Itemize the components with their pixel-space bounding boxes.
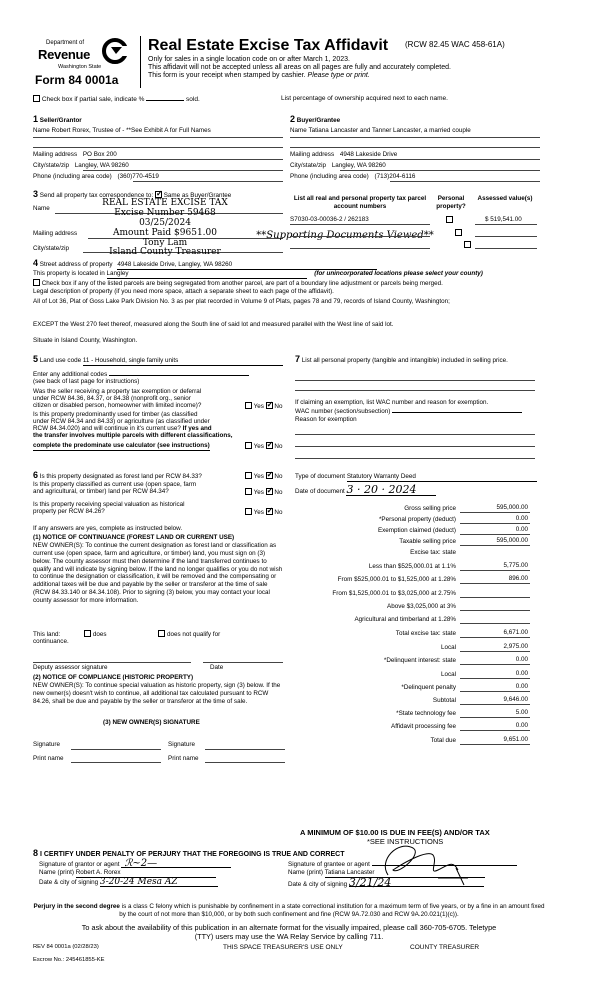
tax-row-value[interactable]: 0.00	[460, 670, 530, 679]
alternate-format-line-2: (TTY) users may use the WA Relay Service by calling 711.	[194, 932, 384, 941]
location-field[interactable]: Langley	[107, 270, 307, 279]
tax-row-value[interactable]: 595,000.00	[460, 504, 530, 513]
wac-number-field[interactable]	[392, 407, 522, 413]
buyer-mailing-field[interactable]: 4948 Lakeside Drive	[339, 151, 398, 158]
section-1-seller: 1 Seller/Grantor Name Robert Rorex, Trustee of - **See Exhibit A for Full Names Mailing address PO Box 200 City/state/zip Langley, WA 98260 Phone (including area code) (360)770-4519	[33, 114, 281, 194]
section-8-certification: 8 I CERTIFY UNDER PENALTY OF PERJURY THAT THE FOREGOING IS TRUE AND CORRECT Signature of grantor or agent ℛ~2— Name (print) Robert A. Rorex Date & city of signing 3-20-24 Mesa AZ Signature of grantee or agent Name (print) Tatiana Lancaster Date & city of signing 3/21/24	[33, 848, 543, 898]
tax-row	[290, 642, 530, 652]
tax-row	[290, 655, 530, 665]
tax-row-label: Less than $525,000.01 at 1.1%	[368, 563, 456, 571]
property-address-field[interactable]: 4948 Lakeside Drive, Langley, WA 98260	[117, 261, 377, 270]
tax-row	[290, 682, 530, 692]
legal-description-line-3[interactable]: Situate in Island County, Washington.	[33, 337, 138, 344]
tax-row	[290, 525, 530, 535]
partial-sale-row: Check box if partial sale, indicate % sold. List percentage of ownership acquired next to each name.	[33, 95, 573, 105]
tax-row-label: Gross selling price	[404, 505, 456, 513]
section-3-tax-correspondence: 3 Send all property tax correspondence to: ✓ Same as Buyer/Grantee Name Mailing address City/state/zip	[33, 189, 283, 255]
tax-row-value[interactable]: 5.00	[460, 709, 530, 718]
seller-mailing-field[interactable]: PO Box 200	[82, 151, 117, 158]
tax-row	[290, 514, 530, 524]
form-number: Form 84 0001a	[35, 73, 119, 87]
grantor-signature[interactable]: ℛ~2—	[121, 860, 231, 868]
additional-codes-field[interactable]	[109, 370, 249, 376]
tax-row	[290, 588, 530, 598]
exemption-yes-checkbox[interactable]	[245, 402, 252, 409]
section-4-property: 4 Street address of property 4948 Lakeside Drive, Langley, WA 98260 This property is located in Langley (for unincorporated locations please select your county) Check box if any of the listed parcels are being segregated from another parcel, are part of a boundary line adjustment or parcels being merged. Legal description of property (if you need more space, attach a separate sheet to each page of the affidavit). All of Lot 36, Plat of Goss Lake Park Division No. 3 as per plat recorded in Volume 9 of Plats, pages 78 and 79, records of Island County, Washington; EXCEPT the West 270 feet thereof, measured along the South line of said lot and measured parallel with the West line of said lot. Situate in Island County, Washington.	[33, 258, 483, 344]
assessed-value-field[interactable]: $ 519,541.00	[485, 216, 522, 223]
tax-row	[290, 708, 530, 718]
personal-property-checkbox-2[interactable]	[455, 229, 462, 236]
document-date-field[interactable]: 3 · 20 · 2024	[346, 485, 436, 496]
tax-row-value[interactable]: 2,975.00	[460, 643, 530, 652]
tax-row	[290, 721, 530, 731]
tax-row-label: Agricultural and timberland at 1.28%	[354, 616, 456, 624]
tax-row-label: Local	[440, 644, 456, 652]
partial-sale-checkbox[interactable]	[33, 95, 40, 102]
tax-row-label: Above $3,025,000 at 3%	[387, 603, 456, 611]
tax-row-value[interactable]: 9,646.00	[460, 696, 530, 705]
tax-row	[290, 669, 530, 679]
timber-no-checkbox[interactable]	[266, 442, 273, 449]
legal-description-line-1[interactable]: All of Lot 36, Plat of Goss Lake Park Division No. 3 as per plat recorded in Volume 9 of Plats, pages 78 and 79, records of Island County, Washington;	[33, 298, 450, 305]
tax-row-label: From $1,525,000.01 to $3,025,000 at 2.75%	[332, 590, 456, 598]
forest-no-checkbox[interactable]	[266, 472, 273, 479]
section-2-buyer: 2 Buyer/Grantee Name Tatiana Lancaster and Tanner Lancaster, a married couple Mailing address 4948 Lakeside Drive City/state/zip Langley, WA 98260 Phone (including area code) (713)204-6116	[290, 114, 540, 194]
tax-row-value[interactable]: 0.00	[460, 526, 530, 535]
document-type-field[interactable]: Statutory Warranty Deed	[347, 473, 537, 482]
form-title: Real Estate Excise Tax Affidavit	[148, 37, 389, 54]
dor-logo-icon	[102, 38, 130, 64]
tax-row-label: Total due	[430, 737, 456, 745]
tax-row-value[interactable]: 9,651.00	[460, 736, 530, 745]
legal-description-line-2[interactable]: EXCEPT the West 270 feet thereof, measured along the South line of said lot and measured parallel with the West line of said lot.	[33, 321, 394, 328]
dept-line: Department of	[46, 40, 85, 46]
minimum-due-note: A MINIMUM OF $10.00 IS DUE IN FEE(S) AND/OR TAX	[300, 828, 490, 837]
personal-property-checkbox-1[interactable]	[446, 216, 453, 223]
note1: Only for sales in a single location code on or after March 1, 2023.	[148, 56, 350, 63]
treasurer-stamp: REAL ESTATE EXCISE TAX Excise Number 59468 03/25/2024 Amount Paid $9651.00 Tony Lam Island County Treasurer	[102, 198, 228, 258]
buyer-name-field[interactable]: Tatiana Lancaster and Tanner Lancaster, a married couple	[308, 127, 471, 134]
tax-row-value[interactable]: 0.00	[460, 683, 530, 692]
section-5-land-use: 5 Land use code 11 - Household, single family units Enter any additional codes (see back of last page for instructions) Was the seller receiving a property tax exemption or deferral under RCW 84.36, 84.37, or 84.38 (nonprofit org., senior citizen or disabled person, homeowner with limited income)? Yes ✓ No Is this property predominantly used for timber (as classified under RCW 84.34 and 84.33) or agriculture (as classified under RCW 84.34.020) and will continue in it's current use? If yes and the transfer involves multiple parcels with different classifications, complete the predominate use calculator (see instructions) Yes ✓ No	[33, 354, 291, 466]
seller-phone-field[interactable]: (360)770-4519	[117, 173, 159, 180]
state-line: Washington State	[58, 64, 102, 70]
seller-name-field[interactable]: Robert Rorex, Trustee of - **See Exhibit A for Full Names	[51, 127, 211, 134]
grantee-name-field[interactable]: Tatiana Lancaster	[325, 869, 485, 878]
tax-row-value[interactable]	[460, 597, 530, 598]
same-as-buyer-checkbox[interactable]	[155, 191, 162, 198]
grantee-date-city-field[interactable]: 3/21/24	[349, 879, 484, 887]
parcel-number-field[interactable]: S7030-03-00036-2 / 262183	[290, 216, 369, 223]
list-percentage-note: List percentage of ownership acquired next to each name.	[281, 95, 448, 102]
escrow-number: Escrow No.: 245461855-KE	[33, 957, 105, 963]
buyer-phone-field[interactable]: (713)204-6116	[374, 173, 416, 180]
tax-row	[290, 601, 530, 611]
tax-row-label: *State technology fee	[396, 710, 456, 718]
tax-row-label: Excise tax: state	[410, 549, 456, 557]
tax-row-value[interactable]	[460, 610, 530, 611]
tax-row-value[interactable]: 0.00	[460, 515, 530, 524]
grantor-name-field[interactable]: Robert A. Rorex	[76, 869, 216, 878]
note3: This form is your receipt when stamped by cashier. Please type or print.	[148, 72, 370, 79]
tax-row	[290, 574, 530, 584]
tax-row-label: Local	[440, 671, 456, 679]
tax-row-value[interactable]: 5,775.00	[460, 562, 530, 571]
perjury-notice: Perjury in the second degree is a class C felony which is punishable by confinement in a state correctional institution for a maximum term of five years, or by a fine in an amount fixed by the court of not more than $10,000, or by both such confinement and fine (RCW 9A.72.030 and RCW 9A.20.021(1)(c)).	[33, 903, 545, 919]
tax-row	[290, 547, 530, 557]
tax-row-label: Subtotal	[432, 697, 456, 705]
tax-row-value[interactable]	[460, 623, 530, 624]
forest-yes-checkbox[interactable]	[245, 472, 252, 479]
section-6-forest-land: 6 Is this property designated as forest land per RCW 84.33? Yes ✓ No Is this property classified as current use (open space, farm and agricultural, or timber) land per RCW 84.34? Yes ✓ No Is this property receiving special valuation as historical property per RCW 84.26? Yes ✓ No If any answers are yes, complete as instructed below. (1) NOTICE OF CONTINUANCE (FOREST LAND OR CURRENT USE) NEW OWNER(S): To continue the current designation as forest land or classification as current use (open space, farm and agriculture, or timber) land, you must sign on (3) below. The county assessor must then determine if the land transferred continues to qualify and will indicate by signing below. If the land no longer qualifies or you do not wish to continue the designation or classification, it will be removed and the compensating or additional taxes will be due and payable by the seller or transferor at the time of sale (RCW 84.33.140 or 84.34.108). Prior to signing (3) below, you may contact your local county assessor for more information. This land: does does not qualify for continuance. Deputy assessor signature Date (2) NOTICE OF COMPLIANCE (HISTORIC PROPERTY) NEW OWNER(S): To continue special valuation as historic property, sign (3) below. If the new owner(s) doesn't wish to continue, all additional tax calculated pursuant to RCW 84.26, shall be due and payable by the seller or transferor at the time of sale. (3) NEW OWNER(S) SIGNATURE Signature Signature Print name Print name	[33, 470, 291, 860]
timber-yes-checkbox[interactable]	[245, 442, 252, 449]
tax-row	[290, 695, 530, 705]
county-treasurer-label: COUNTY TREASURER	[410, 944, 480, 951]
revision-number: REV 84 0001a (02/28/23)	[33, 944, 99, 950]
historic-yes-checkbox[interactable]	[245, 508, 252, 515]
note2: This affidavit will not be accepted unless all areas on all pages are fully and accurately completed.	[148, 64, 451, 71]
tax-row	[290, 628, 530, 638]
tax-row-value[interactable]: 896.00	[460, 575, 530, 584]
current-use-no-checkbox[interactable]	[266, 488, 273, 495]
tax-row	[290, 561, 530, 571]
does-qualify-checkbox[interactable]	[84, 630, 91, 637]
header	[30, 36, 575, 91]
tax-row-label: From $525,000.01 to $1,525,000 at 1.28%	[337, 576, 456, 584]
alternate-format-line-1: To ask about the availability of this publication in an alternate format for the visually impaired, please call 360-705-6705. Teletype	[81, 923, 497, 932]
document-date-row: Date of document 3 · 20 · 2024	[295, 485, 540, 496]
tax-row	[290, 503, 530, 513]
section-7-personal-property: 7 List all personal property (tangible and intangible) included in selling price. If claiming an exemption, list WAC number and reason for exemption. WAC number (section/subsection) Reason for exemption	[295, 354, 540, 464]
exemption-no-checkbox[interactable]	[266, 402, 273, 409]
buyer-city-field[interactable]: Langley, WA 98260	[331, 162, 386, 169]
treasurer-use-label: THIS SPACE TREASURER'S USE ONLY	[223, 944, 343, 951]
tax-row	[290, 536, 530, 546]
tax-row-value[interactable]: 0.00	[460, 656, 530, 665]
see-instructions-note: *SEE INSTRUCTIONS	[367, 837, 444, 846]
tax-row-label: Taxable selling price	[399, 538, 456, 546]
grantee-signature-scribble-icon	[368, 840, 478, 890]
historic-no-checkbox[interactable]	[266, 508, 273, 515]
tax-row-label: *Delinquent penalty	[401, 684, 456, 692]
personal-property-checkbox-3[interactable]	[464, 241, 471, 248]
tax-row-value[interactable]: 6,671.00	[460, 629, 530, 638]
seller-city-field[interactable]: Langley, WA 98260	[74, 162, 129, 169]
tax-row-label: Affidavit processing fee	[391, 723, 456, 731]
tax-row-label: Total excise tax: state	[395, 630, 456, 638]
tax-row-label: *Personal property (deduct)	[378, 516, 456, 524]
tax-row-label: *Delinquent interest: state	[383, 657, 456, 665]
grantor-date-city-field[interactable]: 3-20-24 Mesa AZ	[100, 879, 218, 887]
segregated-checkbox[interactable]	[33, 279, 40, 286]
supporting-docs-stamp: **Supporting Documents Viewed**	[256, 230, 434, 241]
document-type-row: Type of document Statutory Warranty Deed	[295, 473, 540, 482]
citation: (RCW 82.45 WAC 458-61A)	[405, 40, 505, 49]
current-use-yes-checkbox[interactable]	[245, 488, 252, 495]
tax-row	[290, 614, 530, 624]
tax-row	[290, 735, 530, 745]
does-not-qualify-checkbox[interactable]	[158, 630, 165, 637]
land-use-code-field[interactable]: 11 - Household, single family units	[83, 357, 283, 366]
parcel-table: List all real and personal property tax parcel account numbers Personal property? Assessed value(s) S7030-03-00036-2 / 262183 $ 519,541.00	[290, 195, 540, 253]
tax-row-value[interactable]: 0.00	[460, 722, 530, 731]
tax-row-value[interactable]: 595,000.00	[460, 537, 530, 546]
revenue-wordmark: Revenue	[38, 47, 91, 62]
tax-row-label: Exemption claimed (deduct)	[377, 527, 456, 535]
